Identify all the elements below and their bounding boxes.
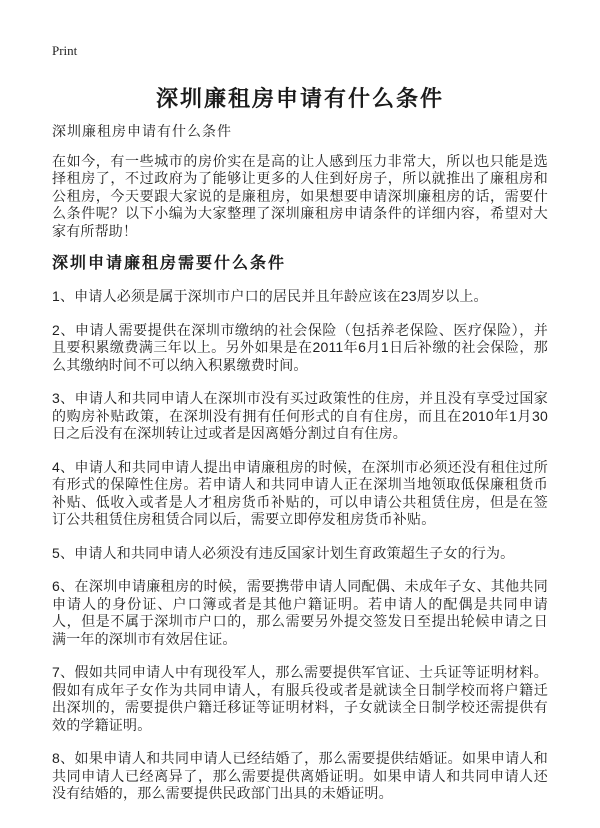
condition-item-7: 7、假如共同申请人中有现役军人，那么需要提供军官证、士兵证等证明材料。假如有成年子女作为共同申请人，有服兵役或者是就读全日制学校而将户籍迁出深圳的，需要提供户籍迁移证等证明材料，子女就读全日制学校还需提供有效的学籍证明。	[52, 664, 548, 733]
page-title: 深圳廉租房申请有什么条件	[155, 86, 444, 111]
condition-item-2: 2、申请人需要提供在深圳市缴纳的社会保险（包括养老保险、医疗保险），并且要积累缴费满三年以上。另外如果是在2011年6月1日后补缴的社会保险，那么其缴纳时间不可以纳入积累缴费时间。	[52, 321, 548, 373]
intro-paragraph: 在如今，有一些城市的房价实在是高的让人感到压力非常大，所以也只能是选择租房了，不过政府为了能够让更多的人住到好房子，所以就推出了廉租房和公租房，今天要跟大家说的是廉租房，如果想要申请深圳廉租房的话，需要什么条件呢？以下小编为大家整理了深圳廉租房申请条件的详细内容，希望对大家有所帮助！	[52, 152, 548, 239]
print-link[interactable]: Print	[52, 43, 78, 58]
condition-item-5: 5、申请人和共同申请人必须没有违反国家计划生育政策超生子女的行为。	[52, 544, 515, 561]
section-heading: 深圳申请廉租房需要什么条件	[52, 255, 287, 272]
condition-item-1: 1、申请人必须是属于深圳市户口的居民并且年龄应该在23周岁以上。	[52, 288, 488, 304]
condition-item-3: 3、申请人和共同申请人在深圳市没有买过政策性的住房，并且没有享受过国家的购房补贴政策，在深圳没有拥有任何形式的自有住房，而且在2010年1月30日之后没有在深圳转让过或者是因离婚分割过自有住房。	[52, 390, 548, 441]
condition-item-4: 4、申请人和共同申请人提出申请廉租房的时候，在深圳市必须还没有租住过所有形式的保障性住房。若申请人和共同申请人正在深圳当地领取低保廉租货币补贴、低收入或者是人才租房货币补贴的，可以申请公共租赁住房，但是在签订公共租赁住房租赁合同以后，需要立即停发租房货币补贴。	[52, 458, 548, 527]
article-subtitle: 深圳廉租房申请有什么条件	[52, 123, 232, 139]
condition-item-8: 8、如果申请人和共同申请人已经结婚了，那么需要提供结婚证。如果申请人和共同申请人已经离异了，那么需要提供离婚证明。如果申请人和共同申请人还没有结婚的，那么需要提供民政部门出具的未婚证明。	[52, 750, 548, 801]
condition-item-6: 6、在深圳申请廉租房的时候，需要携带申请人同配偶、未成年子女、其他共同申请人的身份证、户口簿或者是其他户籍证明。若申请人的配偶是共同申请人，但是不属于深圳市户口的，那么需要另外提交签发日至提出轮候申请之日满一年的深圳市有效居住证。	[52, 578, 548, 647]
